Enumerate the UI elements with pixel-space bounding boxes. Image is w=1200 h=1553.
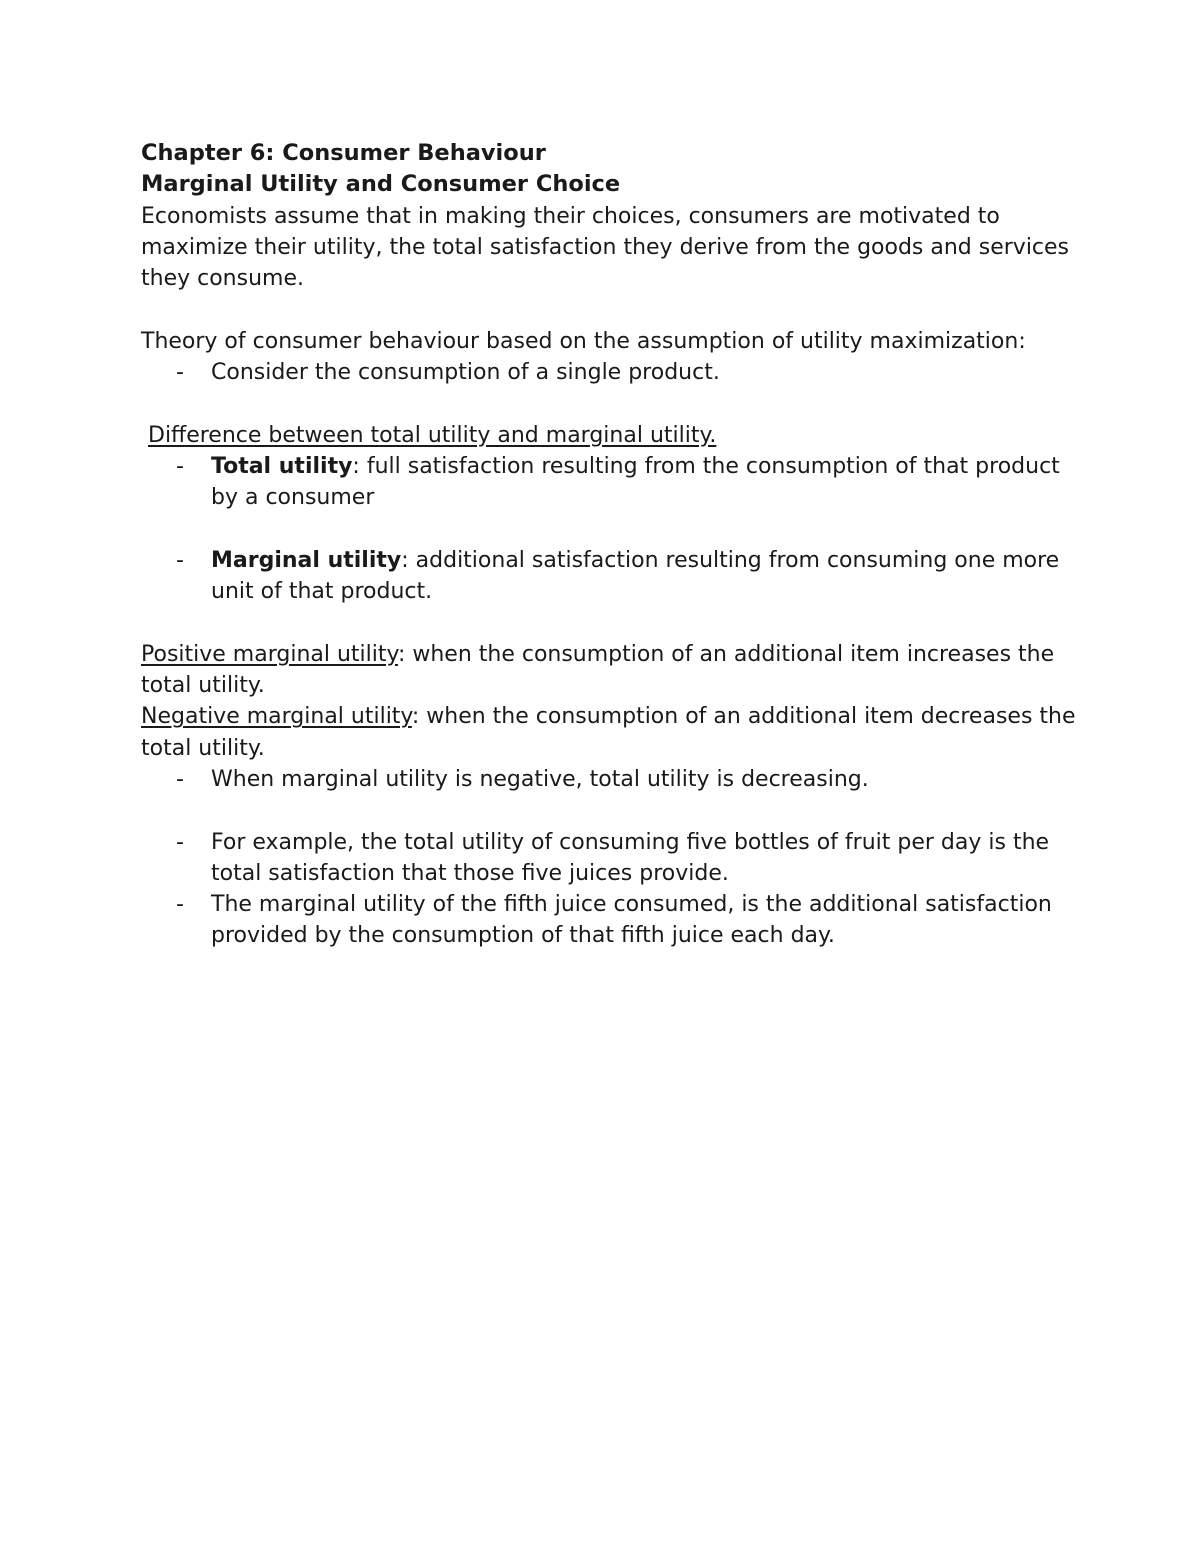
negative-term: Negative marginal utility	[141, 704, 412, 730]
spacer	[141, 607, 1081, 638]
total-utility-term: Total utility	[211, 453, 353, 479]
spacer	[141, 388, 1081, 419]
section-title: Marginal Utility and Consumer Choice	[141, 171, 621, 198]
list-item	[141, 827, 1081, 890]
total-utility-definition: : full satisfaction resulting from the consumption of that product by a consumer	[211, 453, 1060, 511]
positive-marginal-utility	[141, 639, 1081, 702]
spacer	[141, 294, 1081, 325]
list-item	[141, 889, 1081, 952]
spacer	[141, 514, 1081, 545]
list-item-text: When marginal utility is negative, total utility is decreasing.	[211, 766, 869, 792]
list-item-text: The marginal utility of the fifth juice consumed, is the additional satisfaction provided by the consumption of that fifth juice each day.	[211, 892, 1052, 949]
dash-marker: -	[176, 547, 184, 573]
negative-definition: : when the consumption of an additional item decreases the total utility.	[141, 704, 1076, 761]
spacer	[141, 795, 1081, 826]
list-item-text: For example, the total utility of consuming five bottles of fruit per day is the total satisfaction that those five juices provide.	[211, 829, 1050, 886]
dash-marker: -	[176, 829, 184, 855]
dash-marker: -	[176, 360, 184, 386]
dash-marker: -	[176, 766, 184, 792]
marginal-utility-definition: : additional satisfaction resulting from consuming one more unit of that product.	[211, 547, 1060, 605]
positive-definition: : when the consumption of an additional item increases the total utility.	[141, 641, 1055, 699]
positive-term: Positive marginal utility	[141, 641, 398, 667]
marginal-utility-term: Marginal utility	[211, 547, 402, 573]
theory-line: Theory of consumer behaviour based on the assumption of utility maximization:	[141, 328, 1026, 354]
difference-heading-text: Difference between total utility and marginal utility.	[148, 422, 717, 448]
document-page	[141, 138, 1081, 952]
intro-paragraph: Economists assume that in making their choices, consumers are motivated to maximize their utility, the total satisfaction they derive from the goods and services they consume.	[141, 203, 1070, 292]
dash-marker: -	[176, 892, 184, 918]
chapter-title: Chapter 6: Consumer Behaviour	[141, 140, 546, 166]
negative-marginal-utility	[141, 701, 1081, 764]
difference-heading	[141, 420, 1081, 451]
list-item	[141, 357, 1081, 388]
list-item	[141, 451, 1081, 514]
list-item	[141, 764, 1081, 795]
list-item	[141, 545, 1081, 608]
dash-marker: -	[176, 453, 184, 479]
list-item-text: Consider the consumption of a single product.	[211, 360, 720, 386]
